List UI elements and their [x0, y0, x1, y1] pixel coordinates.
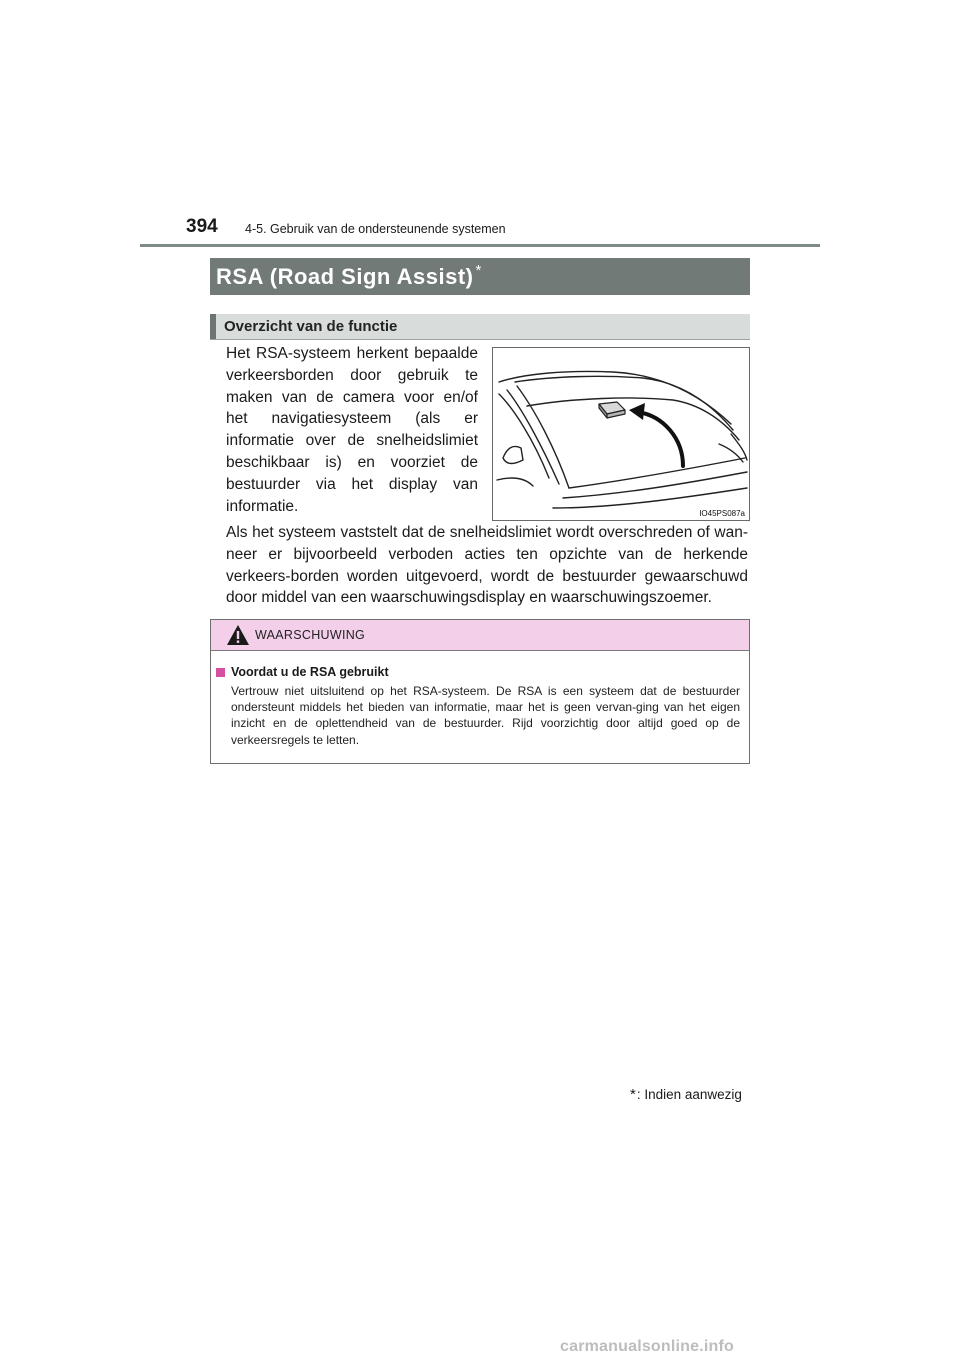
section-title-bar: [210, 258, 750, 295]
subheading-divider: [210, 339, 750, 340]
page-number: 394: [186, 216, 218, 237]
footnote-text: : Indien aanwezig: [636, 1087, 742, 1102]
footnote-marker: *: [630, 1086, 636, 1103]
warning-triangle-icon: [226, 624, 250, 646]
header-divider: [140, 244, 820, 247]
subheading: Overzicht van de functie: [224, 318, 398, 335]
subheading-accent: [210, 314, 216, 339]
warning-heading: Voordat u de RSA gebruikt: [231, 665, 389, 679]
page-title: RSA (Road Sign Assist): [216, 263, 474, 289]
warning-label: WAARSCHUWING: [255, 628, 366, 642]
title-footnote-marker: *: [475, 262, 482, 279]
watermark: carmanualsonline.info: [560, 1338, 735, 1355]
intro-paragraph: Het RSA-systeem herkent bepaalde verkeersborden door gebruik te maken van de camera voor en/of het navigatiesysteem (als er informatie over de snelheidslimiet beschikbaar is) en voorziet de bestuurder via het display van informatie.: [226, 345, 478, 515]
warning-heading-row: [214, 665, 389, 679]
car-windshield-drawing: [493, 348, 749, 520]
figure-id: IO45PS087a: [699, 509, 745, 518]
subheading-bar: [210, 314, 750, 339]
body-paragraph: Als het systeem vaststelt dat de snelheidslimiet wordt overschreden of wan-neer er bijvoorbeeld verboden acties ten opzichte van de herkende verkeers-borden worden uitgevoerd, wordt de bestuurder gewaarschuwd door middel van een waarschuwingsdisplay en waarschuwingszoemer.: [226, 524, 748, 607]
section-breadcrumb: 4-5. Gebruik van de ondersteunende systemen: [245, 222, 506, 236]
footnote: [630, 1086, 742, 1103]
bullet-square-icon: [216, 668, 225, 677]
warning-box: [210, 619, 750, 764]
windshield-camera-illustration: [492, 347, 750, 521]
warning-header: [211, 620, 749, 651]
warning-body: Vertrouw niet uitsluitend op het RSA-systeem. De RSA is een systeem dat de bestuurder ondersteunt middels het bieden van informatie, maar het is geen vervan-ging van het eigen inzicht en de oplettendheid van de bestuurder. Rijd voorzichtig door altijd goed op de verkeersregels te letten.: [231, 684, 740, 747]
